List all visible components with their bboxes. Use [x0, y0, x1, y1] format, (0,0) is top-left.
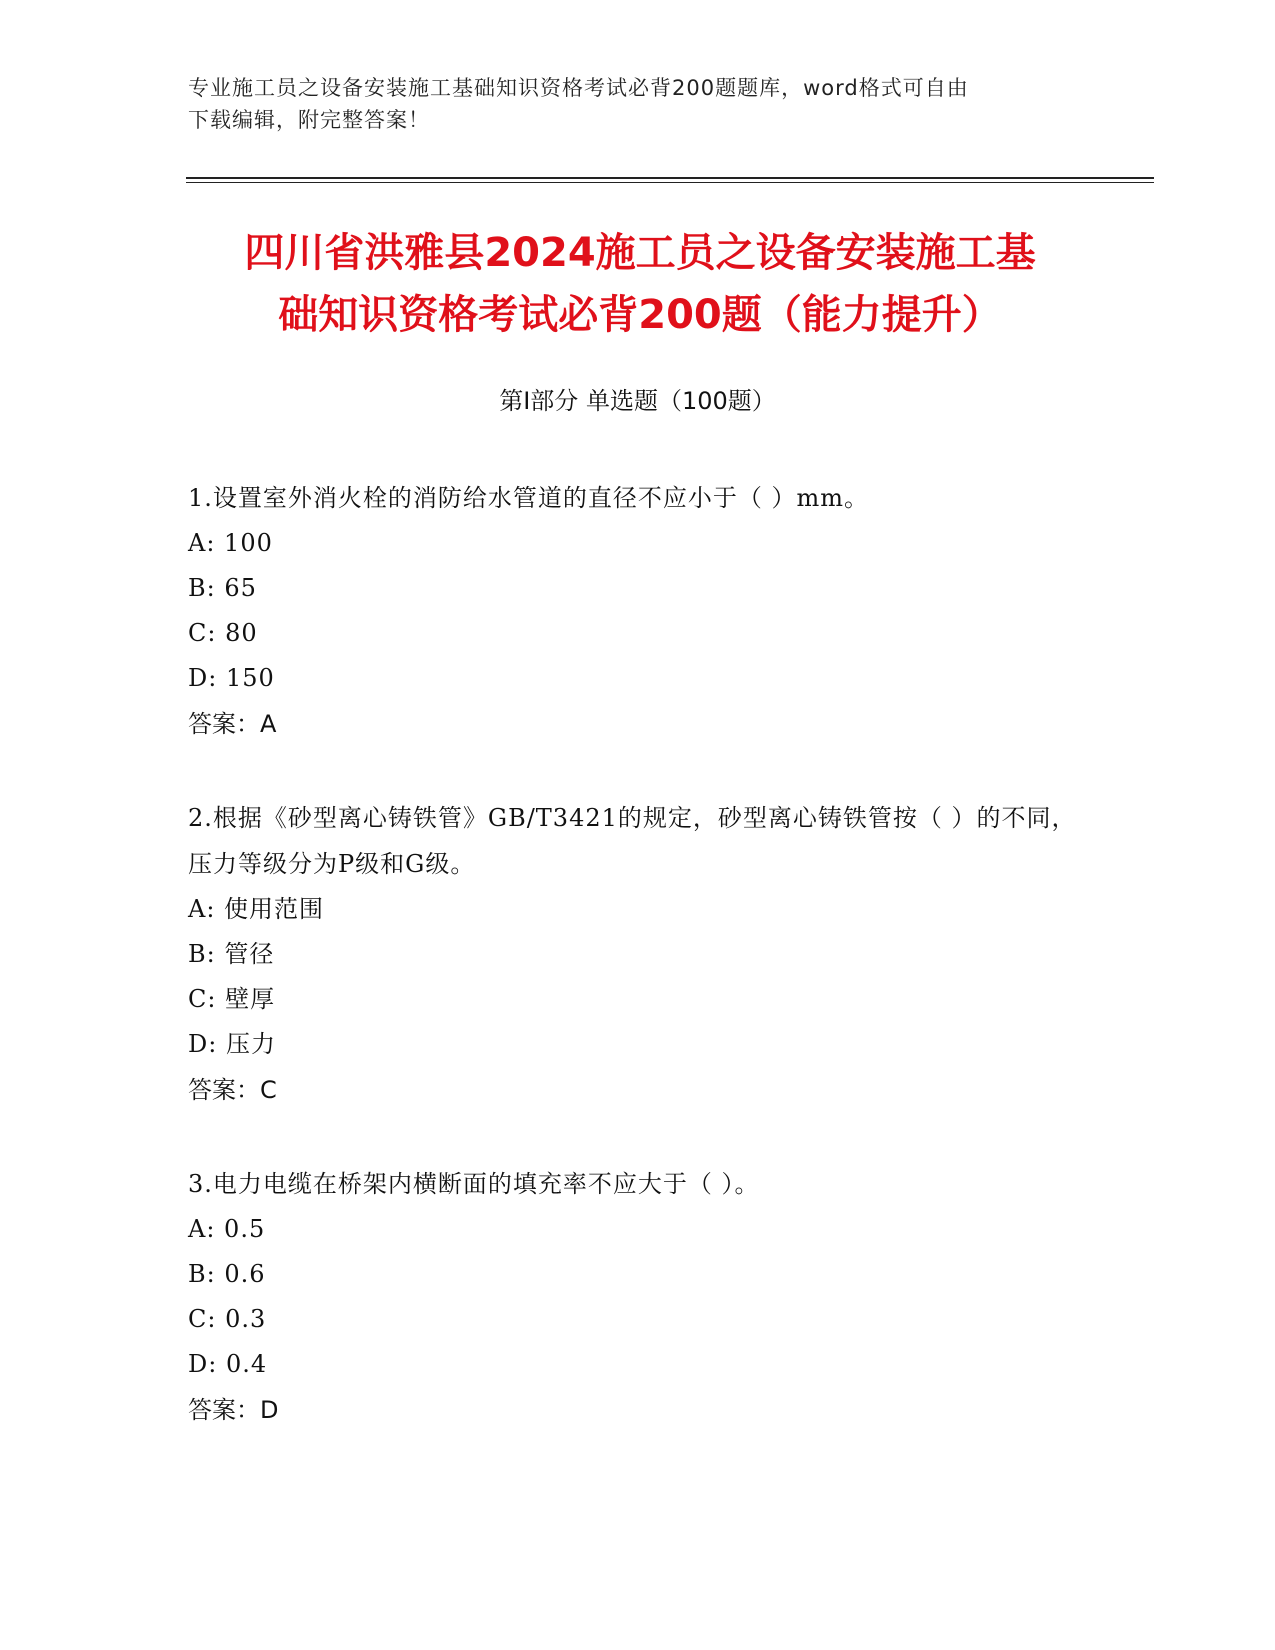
header-divider-thick	[186, 177, 1154, 179]
question-1	[188, 475, 1088, 747]
option-d: D: 0.4	[188, 1350, 268, 1378]
option-c: C: 0.3	[188, 1305, 267, 1333]
question-3	[188, 1161, 1088, 1433]
option-c: C: 80	[188, 619, 258, 647]
answer-label: 答案：D	[188, 1396, 279, 1424]
option-d: D: 压力	[188, 1030, 276, 1058]
option-b: B: 管径	[188, 940, 275, 968]
option-a: A: 0.5	[188, 1215, 266, 1243]
option-b: B: 65	[188, 574, 257, 602]
answer-label: 答案：A	[188, 710, 277, 738]
intro-line-2: 下载编辑，附完整答案！	[188, 108, 430, 132]
answer-label: 答案：C	[188, 1076, 277, 1104]
question-text: 3.电力电缆在桥架内横断面的填充率不应大于（ ）。	[188, 1170, 760, 1198]
header-divider-thin	[186, 182, 1154, 183]
question-text: 2.根据《砂型离心铸铁管》GB/T3421的规定，砂型离心铸铁管按（ ）的不同，压力等级分为P级和G级。	[188, 804, 1077, 878]
question-2	[188, 795, 1088, 1113]
option-a: A: 使用范围	[188, 895, 325, 923]
intro-line-1: 专业施工员之设备安装施工基础知识资格考试必背200题题库，word格式可自由	[188, 76, 969, 100]
question-list	[188, 475, 1088, 1481]
question-text: 1.设置室外消火栓的消防给水管道的直径不应小于（ ）mm。	[188, 484, 870, 512]
option-d: D: 150	[188, 664, 275, 692]
option-b: B: 0.6	[188, 1260, 266, 1288]
title-line-2: 础知识资格考试必背200题（能力提升）	[278, 292, 1002, 338]
section-heading: 第Ⅰ部分 单选题（100题）	[499, 387, 776, 415]
title-line-1: 四川省洪雅县2024施工员之设备安装施工基	[244, 230, 1036, 276]
option-c: C: 壁厚	[188, 985, 276, 1013]
option-a: A: 100	[188, 529, 273, 557]
document-intro	[188, 72, 1088, 136]
document-title	[180, 222, 1100, 346]
